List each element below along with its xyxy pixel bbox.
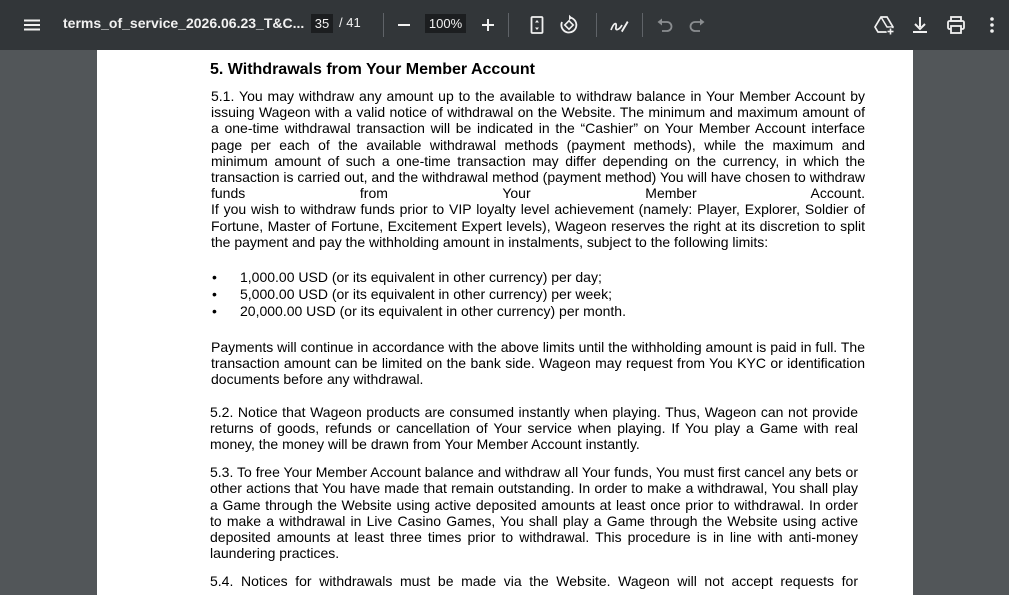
zoom-in-icon[interactable] — [476, 13, 500, 37]
toolbar-divider — [642, 13, 643, 37]
more-options-icon[interactable] — [980, 13, 1004, 37]
paragraph-payments: Payments will continue in accordance with the above limits until the withholding amount is paid in full. The transaction amount can be limited on the bank side. Wageon may request from You KYC or identification documents before any withdrawal. — [211, 339, 865, 388]
paragraph-5-3: 5.3. To free Your Member Account balance and withdraw all Your funds, You must first cancel any bets or other actions that You have made that remain outstanding. In order to make a withdrawal, You shall play a Game through the Website using active deposited amounts at least once prior to withdrawal. In order to make a withdrawal in Live Casino Games, You shall play a Game through the Website using active deposited amounts at least three times prior to withdrawal. This procedure is in line with anti-money laundering practices. — [210, 464, 858, 562]
print-icon[interactable] — [944, 13, 968, 37]
document-viewer[interactable] — [0, 50, 1009, 595]
toolbar-divider — [508, 13, 509, 37]
paragraph-5-4: 5.4. Notices for withdrawals must be made via the Website. Wageon will not accept requests for — [210, 573, 858, 590]
withdrawal-limits-list — [210, 269, 865, 320]
annotate-pen-icon[interactable] — [607, 13, 631, 37]
list-item: • 20,000.00 USD (or its equivalent in other currency) per month. — [210, 303, 865, 320]
section-heading: 5. Withdrawals from Your Member Account — [210, 61, 535, 78]
pdf-page — [97, 50, 913, 595]
fit-to-page-icon[interactable] — [525, 13, 549, 37]
list-item: • 5,000.00 USD (or its equivalent in other currency) per week; — [210, 286, 865, 303]
download-icon[interactable] — [908, 13, 932, 37]
add-to-drive-icon[interactable] — [872, 13, 896, 37]
document-title: terms_of_service_2026.06.23_T&C... — [63, 15, 305, 31]
page-number-input[interactable]: 35 — [311, 14, 333, 33]
paragraph-5-2: 5.2. Notice that Wageon products are consumed instantly when playing. Thus, Wageon can not provide returns of goods, refunds or cancellation of Your service when playing. If You play a Game with real money, the money will be drawn from Your Member Account instantly. — [210, 403, 858, 453]
list-item: • 1,000.00 USD (or its equivalent in other currency) per day; — [210, 269, 865, 286]
undo-icon[interactable] — [653, 13, 677, 37]
pdf-toolbar — [0, 0, 1009, 50]
zoom-level-input[interactable]: 100% — [425, 14, 466, 33]
zoom-out-icon[interactable] — [392, 13, 416, 37]
toolbar-divider — [596, 13, 597, 37]
toolbar-divider — [383, 13, 384, 37]
page-content — [210, 61, 865, 590]
page-total: / 41 — [339, 15, 361, 30]
menu-icon[interactable] — [20, 13, 44, 37]
paragraph-vip-limits: If you wish to withdraw funds prior to VIP loyalty level achievement (namely: Player, Explorer, Soldier of Fortune, Master of Fortune, Excitement Expert levels), Wageon reserves the right at its discretion to split the payment and pay the withholding amount in instalments, subject to the following limits: — [211, 201, 865, 250]
rotate-icon[interactable] — [557, 13, 581, 37]
redo-icon[interactable] — [685, 13, 709, 37]
paragraph-5-1: 5.1. You may withdraw any amount up to the available to withdraw balance in Your Member Account by issuing Wageon with a valid notice of withdrawal on the Website. The minimum and maximum amount of a one-time withdrawal transaction will be indicated in the “Cashier” on Your Member Account interface page per each of the available withdrawal methods (payment methods), while the maximum and minimum amount of such a one-time transaction may differ depending on the currency, in which the transaction is carried out, and the withdrawal method (payment method) You will have chosen to withdraw funds from Your Member Account. — [211, 88, 865, 202]
